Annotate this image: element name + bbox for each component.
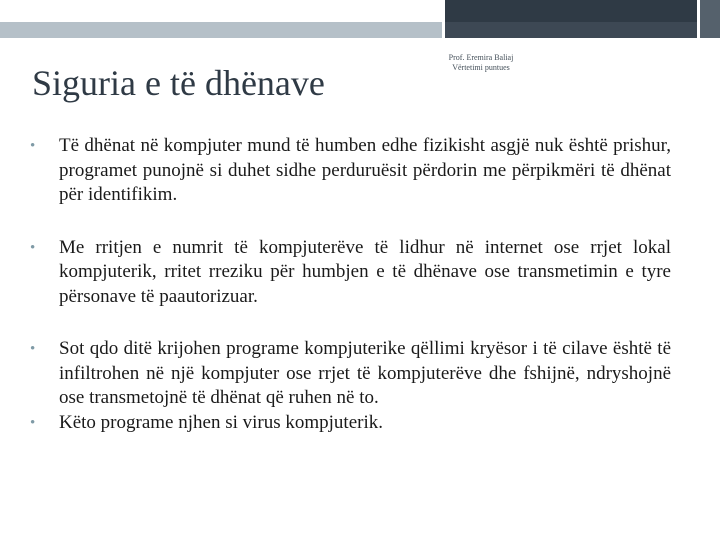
slide-title: Siguria e të dhënave: [32, 63, 325, 103]
author-name: Prof. Eremira Baliaj: [448, 53, 514, 62]
bullet-item: [30, 411, 671, 436]
bullet-icon: •: [30, 138, 36, 154]
bullet-text: Të dhënat në kompjuter mund të humben edhe fizikisht asgjë nuk është prishur, programet punojnë si duhet sidhe perduruësit përdorin me përpikmëri të dhënat për identifikim.: [59, 135, 671, 205]
bullet-item: [30, 236, 671, 310]
top-band-divider-right: [697, 0, 700, 38]
top-band-dark: [442, 0, 720, 22]
bullet-text: Këto programe njhen si virus kompjuterik.: [59, 411, 383, 433]
bullet-icon: •: [30, 414, 36, 431]
author-subtitle: Vërtetimi puntues: [452, 63, 510, 72]
bullet-icon: •: [30, 239, 36, 256]
bullet-item: [30, 337, 671, 411]
author-note: [442, 53, 520, 73]
bullet-icon: •: [30, 341, 36, 357]
bullet-text: Sot qdo ditë krijohen programe kompjuterike qëllimi kryësor i të cilave është të infiltrohen në një kompjuter ose rrjet të kompjuterëve dhe fshijnë, ndryshojnë ose transmetojnë të dhënat që ruhen në to.: [59, 338, 671, 408]
bullet-text: Me rritjen e numrit të kompjuterëve të lidhur në internet ose rrjet lokal kompjuterik, rritet rreziku për humbjen e të dhënave ose transmetimin e tyre përsonave të paautorizuar.: [59, 236, 671, 307]
top-band-right-strip: [700, 0, 720, 38]
top-band-divider-left: [442, 0, 445, 38]
slide-body: [30, 134, 671, 435]
top-band-dark-lower: [442, 22, 720, 38]
bullet-item: [30, 134, 671, 208]
